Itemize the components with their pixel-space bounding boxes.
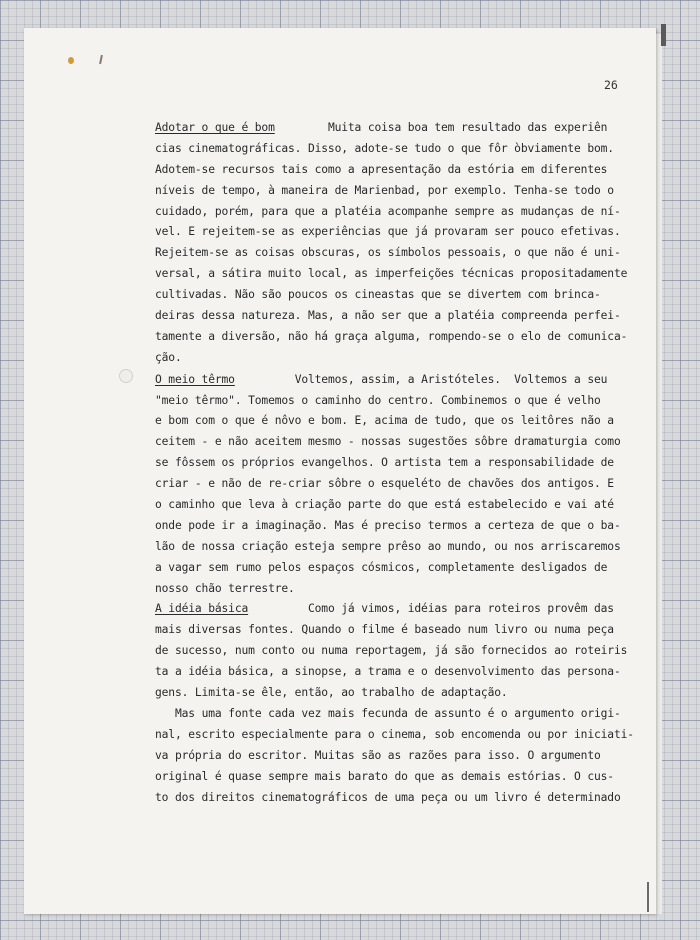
section-heading-line xyxy=(155,370,625,391)
text-line: lão de nossa criação esteja sempre prêso ao mundo, ou nos arriscaremos xyxy=(155,539,621,553)
section-heading-line xyxy=(155,599,625,620)
text-line: Muita coisa boa tem resultado das experiên xyxy=(274,121,608,134)
text-line: tamente a diversão, não há graça alguma, rompendo-se o elo de comunica- xyxy=(155,329,628,343)
text-line: Voltemos, assim, a Aristóteles. Voltemos a seu xyxy=(234,372,608,386)
text-line: se fôssem os próprios evangelhos. O artista tem a responsabilidade de xyxy=(155,456,614,470)
thumbtack-mark xyxy=(68,57,74,64)
page-number: 26 xyxy=(604,78,618,92)
text-line: "meio têrmo". Tomemos o caminho do centro. Combinemos o que é velho xyxy=(155,393,601,407)
body-text xyxy=(155,118,634,808)
text-line: nosso chão terrestre. xyxy=(155,581,295,595)
text-line: Como já vimos, idéias para roteiros provêm das xyxy=(248,602,614,616)
text-line: ção. xyxy=(155,350,182,364)
text-line: va própria do escritor. Muitas são as razões para isso. O argumento xyxy=(155,748,601,762)
text-line: mais diversas fontes. Quando o filme é baseado num livro ou numa peça xyxy=(155,623,614,637)
text-line: cuidado, porém, para que a platéia acompanhe sempre as mudanças de ní- xyxy=(155,204,621,218)
text-line: original é quase sempre mais barato do que as demais estórias. O cus- xyxy=(155,769,614,783)
text-line: vel. E rejeitem-se as experiências que já provaram ser pouco efetivas. xyxy=(155,225,621,239)
text-line: Mas uma fonte cada vez mais fecunda de assunto é o argumento origi- xyxy=(175,706,621,720)
text-line: nal, escrito especialmente para o cinema, sob encomenda ou por iniciati- xyxy=(155,727,634,741)
section-heading-line xyxy=(155,118,625,139)
text-line: a vagar sem rumo pelos espaços cósmicos, completamente desligados de xyxy=(155,560,608,574)
text-line: ceitem - e não aceitem mesmo - nossas sugestões sôbre dramaturgia como xyxy=(155,435,621,449)
punch-hole xyxy=(119,369,133,383)
text-line: Adotem-se recursos tais como a apresentação da estória em diferentes xyxy=(155,162,608,176)
text-line: onde pode ir a imaginação. Mas é preciso termos a certeza de que o ba- xyxy=(155,518,621,532)
text-line: versal, a sátira muito local, as imperfeições técnicas propositadamente xyxy=(155,267,628,281)
text-line: e bom com o que é nôvo e bom. E, acima de tudo, que os leitôres não a xyxy=(155,414,614,428)
text-line: o caminho que leva à criação parte do que está estabelecido e vai até xyxy=(155,498,614,512)
text-line: cultivadas. Não são poucos os cineastas que se divertem com brinca- xyxy=(155,288,601,302)
text-line: níveis de tempo, à maneira de Marienbad, por exemplo. Tenha-se todo o xyxy=(155,183,614,197)
text-line: deiras dessa natureza. Mas, a não ser que a platéia compreenda perfei- xyxy=(155,309,621,323)
text-line: ta a idéia básica, a sinopse, a trama e o desenvolvimento das persona- xyxy=(155,665,621,679)
section-heading: O meio têrmo xyxy=(155,372,235,386)
text-line: cias cinematográficas. Disso, adote-se tudo o que fôr òbviamente bom. xyxy=(155,141,614,155)
section-heading: Adotar o que é bom xyxy=(155,121,275,134)
clip-edge-top xyxy=(661,24,666,46)
section-heading: A idéia básica xyxy=(155,602,249,616)
clip-edge-bottom xyxy=(647,882,649,912)
text-line: de sucesso, num conto ou numa reportagem, já são fornecidos ao roteiris xyxy=(155,644,628,658)
text-line: criar - e não de re-criar sôbre o esqueléto de chavões dos antigos. E xyxy=(155,477,614,491)
text-line: gens. Limita-se êle, então, ao trabalho de adaptação. xyxy=(155,686,508,700)
text-line: to dos direitos cinematográficos de uma peça ou um livro é determinado xyxy=(155,790,621,804)
text-line: Rejeitem-se as coisas obscuras, os símbolos pessoais, o que não é uni- xyxy=(155,246,621,260)
